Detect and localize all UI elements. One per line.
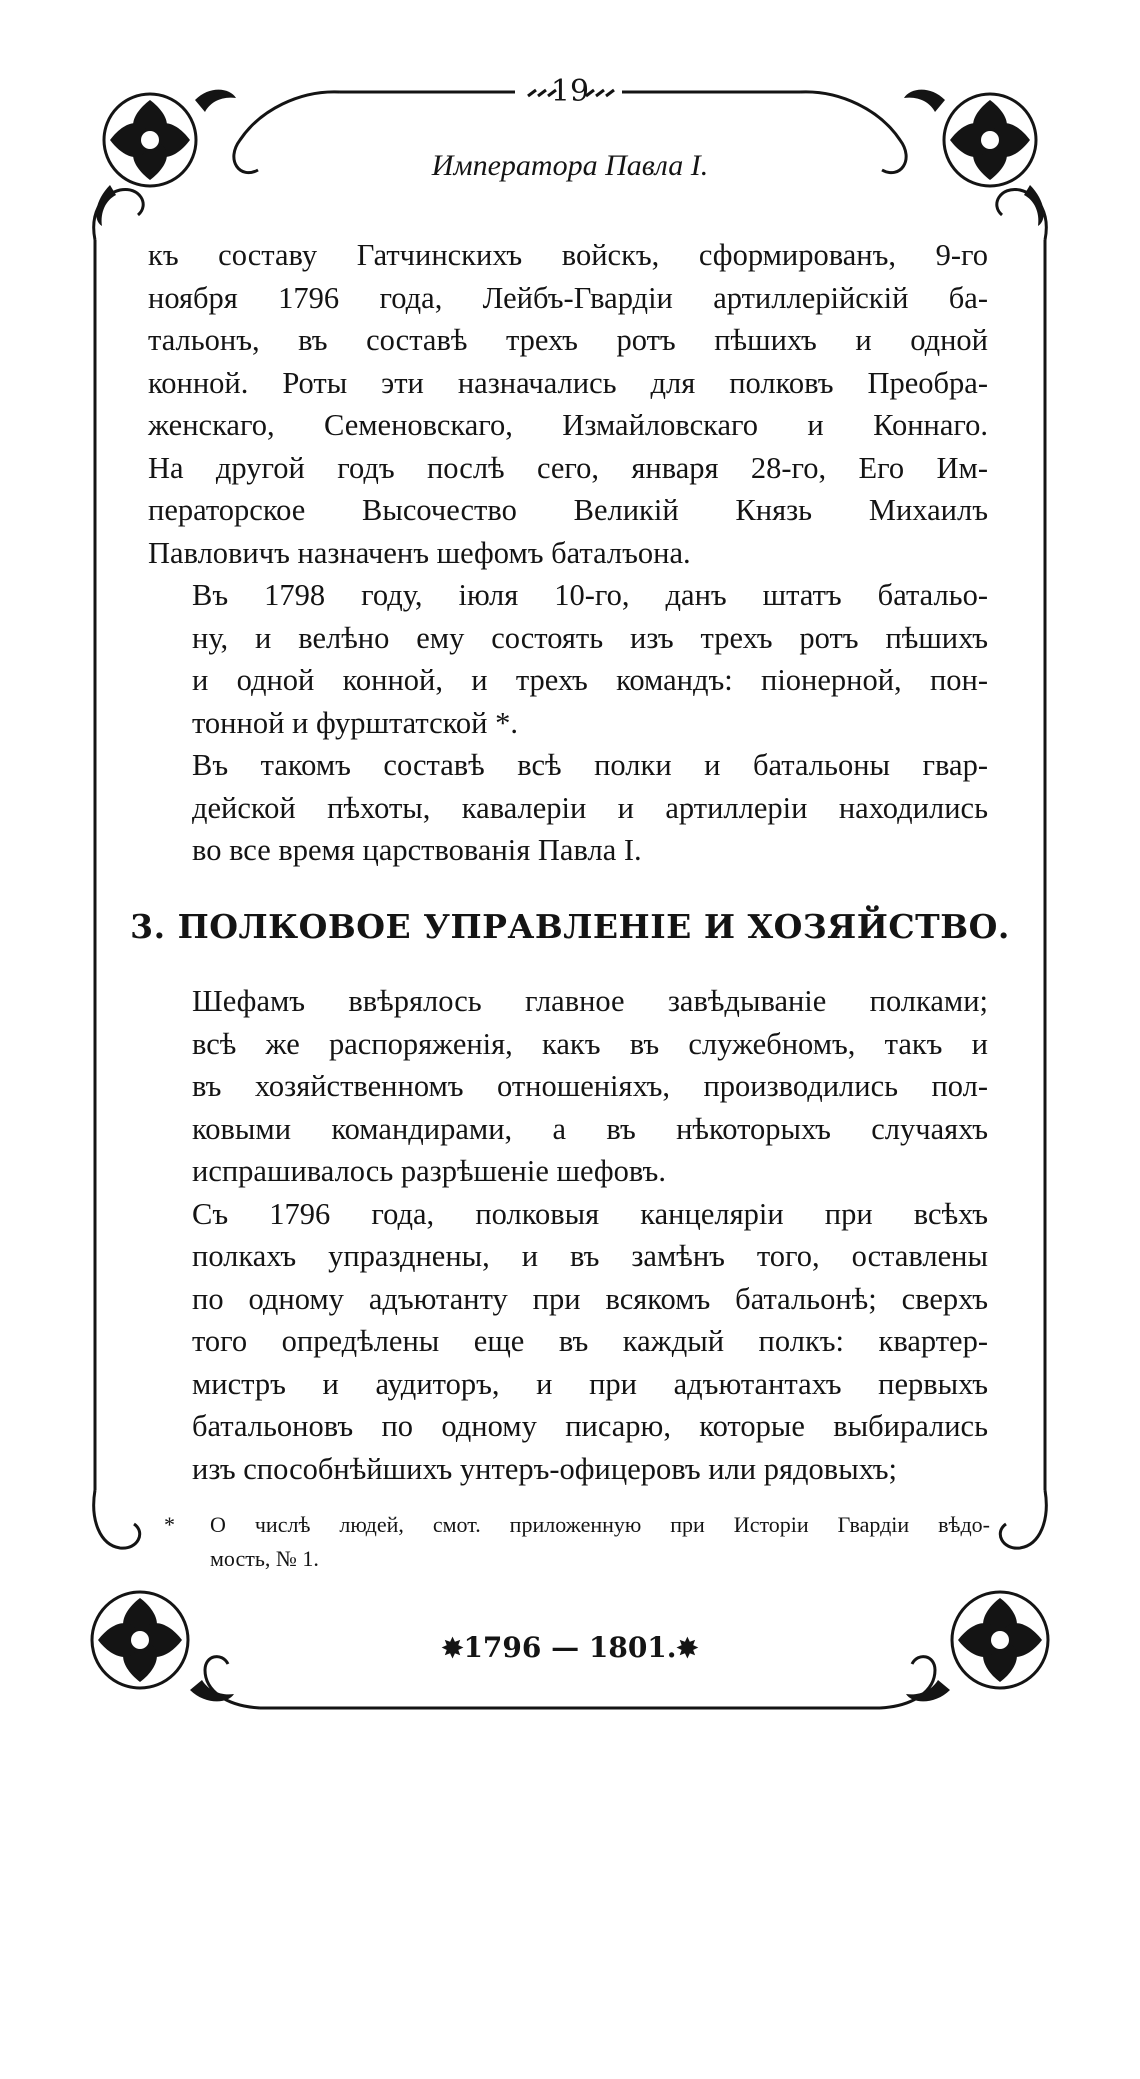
text-line: конной. Роты эти назначались для полковъ Преобра- — [148, 365, 988, 400]
text-line: дейской пѣхоты, кавалеріи и артиллеріи находились — [192, 790, 988, 825]
text-line: На другой годъ послѣ сего, января 28-го, Его Им- — [148, 450, 988, 485]
text-line: ператорское Высочество Великій Князь Михаилъ — [148, 493, 988, 527]
text-line: Съ 1796 года, полковыя канцеляріи при всѣхъ — [192, 1196, 988, 1231]
text-line: во все время царствованія Павла I. — [192, 833, 642, 867]
text-line: ноября 1796 года, Лейбъ-Гвардіи артиллерійскій ба- — [148, 280, 988, 315]
footnote-mark: * — [164, 1512, 175, 1537]
text-line: женскаго, Семеновскаго, Измайловскаго и Коннаго. — [148, 408, 988, 442]
star-ornament-right: ✸ — [676, 1634, 699, 1664]
text-line: Въ 1798 году, іюля 10-го, данъ штатъ батальо- — [192, 578, 988, 612]
date-range — [0, 1628, 1140, 1669]
footnote-text — [160, 1508, 990, 1576]
paragraph — [148, 980, 988, 1193]
text-line: всѣ же распоряженія, какъ въ служебномъ, такъ и — [192, 1026, 988, 1061]
page-number: 19 — [550, 74, 590, 109]
star-ornament-left: ✸ — [441, 1634, 464, 1664]
paragraph — [148, 1193, 988, 1491]
footnote-line: О числѣ людей, смот. приложенную при Исторіи Гвардіи вѣдо- — [210, 1512, 990, 1537]
text-line: ну, и велѣно ему состоять изъ трехъ ротъ пѣшихъ — [192, 620, 988, 655]
body-text-top — [148, 234, 988, 872]
text-line: испрашивалось разрѣшеніе шефовъ. — [192, 1154, 666, 1188]
section-heading: 3. ПОЛКОВОЕ УПРАВЛЕНІЕ И ХОЗЯЙСТВО. — [130, 907, 1010, 946]
text-line: по одному адъютанту при всякомъ батальонѣ; сверхъ — [192, 1281, 988, 1316]
text-line: въ хозяйственномъ отношеніяхъ, производились пол- — [192, 1069, 988, 1103]
text-line: тальонъ, въ составѣ трехъ ротъ пѣшихъ и одной — [148, 323, 988, 357]
text-line: изъ способнѣйшихъ унтеръ-офицеровъ или рядовыхъ; — [192, 1451, 898, 1486]
footnote-line: мость, № 1. — [210, 1546, 319, 1571]
paragraph — [148, 234, 988, 574]
paragraph — [148, 744, 988, 872]
text-line: батальоновъ по одному писарю, которые выбирались — [192, 1409, 988, 1443]
date-range-text: 1796 — 1801. — [463, 1631, 677, 1664]
text-line: мистръ и аудиторъ, и при адъютантахъ первыхъ — [192, 1366, 988, 1401]
text-line: того опредѣлены еще въ каждый полкъ: квартер- — [192, 1324, 988, 1358]
body-text-bottom — [148, 980, 988, 1490]
paragraph — [148, 574, 988, 744]
footnote — [160, 1508, 990, 1576]
text-line: полкахъ упразднены, и въ замѣнъ того, оставлены — [192, 1239, 988, 1273]
running-head: Императора Павла I. — [431, 149, 709, 182]
text-line: Шефамъ ввѣрялось главное завѣдываніе полками; — [192, 984, 988, 1018]
text-line: тонной и фурштатской *. — [192, 705, 518, 740]
text-line: ковыми командирами, а въ нѣкоторыхъ случаяхъ — [192, 1111, 988, 1146]
text-line: Въ такомъ составѣ всѣ полки и батальоны гвар- — [192, 748, 988, 782]
text-line: Павловичъ назначенъ шефомъ баталъона. — [148, 535, 691, 570]
text-line: къ составу Гатчинскихъ войскъ, сформированъ, 9-го — [148, 238, 988, 272]
text-line: и одной конной, и трехъ командъ: піонерной, пон- — [192, 663, 988, 697]
